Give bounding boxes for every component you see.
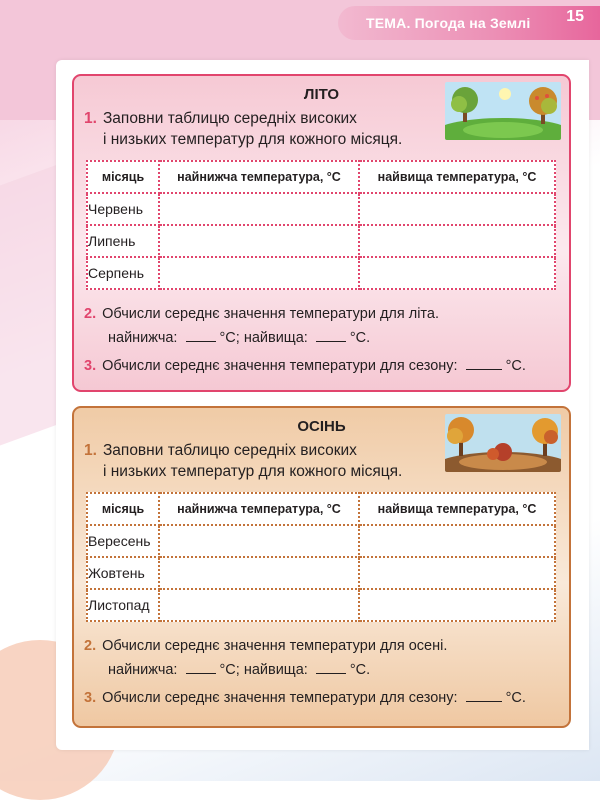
month-cell: Серпень (87, 257, 159, 289)
task-text: Обчисли середнє значення температури для сезону: (102, 690, 458, 706)
task-text: Заповни таблицю середніх високих (102, 442, 357, 459)
autumn-card (72, 406, 571, 728)
table-row (87, 257, 555, 289)
low-temp-input-cell[interactable] (159, 589, 359, 621)
summer-card (72, 74, 571, 392)
high-answer-blank[interactable] (316, 661, 346, 674)
column-header: найвища температура, °С (359, 161, 555, 193)
task-number: 3. (84, 358, 97, 374)
month-cell: Вересень (87, 525, 159, 557)
high-temp-input-cell[interactable] (359, 193, 555, 225)
task-number: 3. (84, 690, 97, 706)
degree-end: °С. (349, 662, 371, 678)
degree-end: °С. (349, 330, 371, 346)
high-temp-input-cell[interactable] (359, 557, 555, 589)
table-row (87, 589, 555, 621)
task-text: Обчисли середнє значення температури для літа. (102, 306, 439, 322)
task-2-answer (108, 329, 370, 346)
low-temp-input-cell[interactable] (159, 557, 359, 589)
month-cell: Жовтень (87, 557, 159, 589)
high-temp-input-cell[interactable] (359, 225, 555, 257)
task-3 (84, 357, 526, 374)
task-text: Обчисли середнє значення температури для сезону: (102, 358, 458, 374)
task-1 (84, 440, 402, 482)
season-title: ОСІНЬ (297, 418, 346, 435)
task-2 (84, 306, 439, 322)
degree-end: °С. (505, 358, 526, 374)
task-number: 1. (84, 442, 97, 459)
topic-header (338, 6, 600, 40)
task-number: 2. (84, 306, 97, 322)
task-3 (84, 689, 526, 706)
low-answer-blank[interactable] (186, 661, 216, 674)
task-number: 2. (84, 638, 97, 654)
table-row (87, 193, 555, 225)
task-text: Заповни таблицю середніх високих (102, 110, 357, 127)
month-cell: Липень (87, 225, 159, 257)
page-number: 15 (566, 8, 584, 25)
table-row (87, 525, 555, 557)
column-header: місяць (87, 161, 159, 193)
table-row (87, 557, 555, 589)
season-answer-blank[interactable] (466, 689, 502, 702)
task-text: Обчисли середнє значення температури для осені. (102, 638, 448, 654)
task-text: і низьких температур для кожного місяця. (103, 131, 403, 148)
column-header: найнижча температура, °С (159, 161, 359, 193)
high-answer-blank[interactable] (316, 329, 346, 342)
low-temp-input-cell[interactable] (159, 193, 359, 225)
low-temp-input-cell[interactable] (159, 525, 359, 557)
background-shape (0, 164, 60, 457)
degree-end: °С. (505, 690, 526, 706)
high-temp-input-cell[interactable] (359, 525, 555, 557)
high-temp-input-cell[interactable] (359, 257, 555, 289)
season-title: ЛІТО (303, 86, 340, 103)
degree-separator: °С; найвища: (219, 662, 308, 678)
task-1 (84, 108, 402, 150)
column-header: найнижча температура, °С (159, 493, 359, 525)
low-label: найнижча: (108, 662, 178, 678)
autumn-temperature-table (86, 492, 556, 622)
task-2 (84, 638, 447, 654)
column-header: місяць (87, 493, 159, 525)
task-number: 1. (84, 110, 97, 127)
task-text: і низьких температур для кожного місяця. (103, 463, 403, 480)
low-temp-input-cell[interactable] (159, 257, 359, 289)
low-answer-blank[interactable] (186, 329, 216, 342)
month-cell: Червень (87, 193, 159, 225)
month-cell: Листопад (87, 589, 159, 621)
degree-separator: °С; найвища: (219, 330, 308, 346)
task-2-answer (108, 661, 370, 678)
autumn-landscape-icon (445, 414, 561, 472)
summer-temperature-table (86, 160, 556, 290)
high-temp-input-cell[interactable] (359, 589, 555, 621)
season-answer-blank[interactable] (466, 357, 502, 370)
low-temp-input-cell[interactable] (159, 225, 359, 257)
column-header: найвища температура, °С (359, 493, 555, 525)
low-label: найнижча: (108, 330, 178, 346)
table-row (87, 225, 555, 257)
summer-landscape-icon (445, 82, 561, 140)
topic-title: ТЕМА. Погода на Землі (366, 15, 531, 31)
